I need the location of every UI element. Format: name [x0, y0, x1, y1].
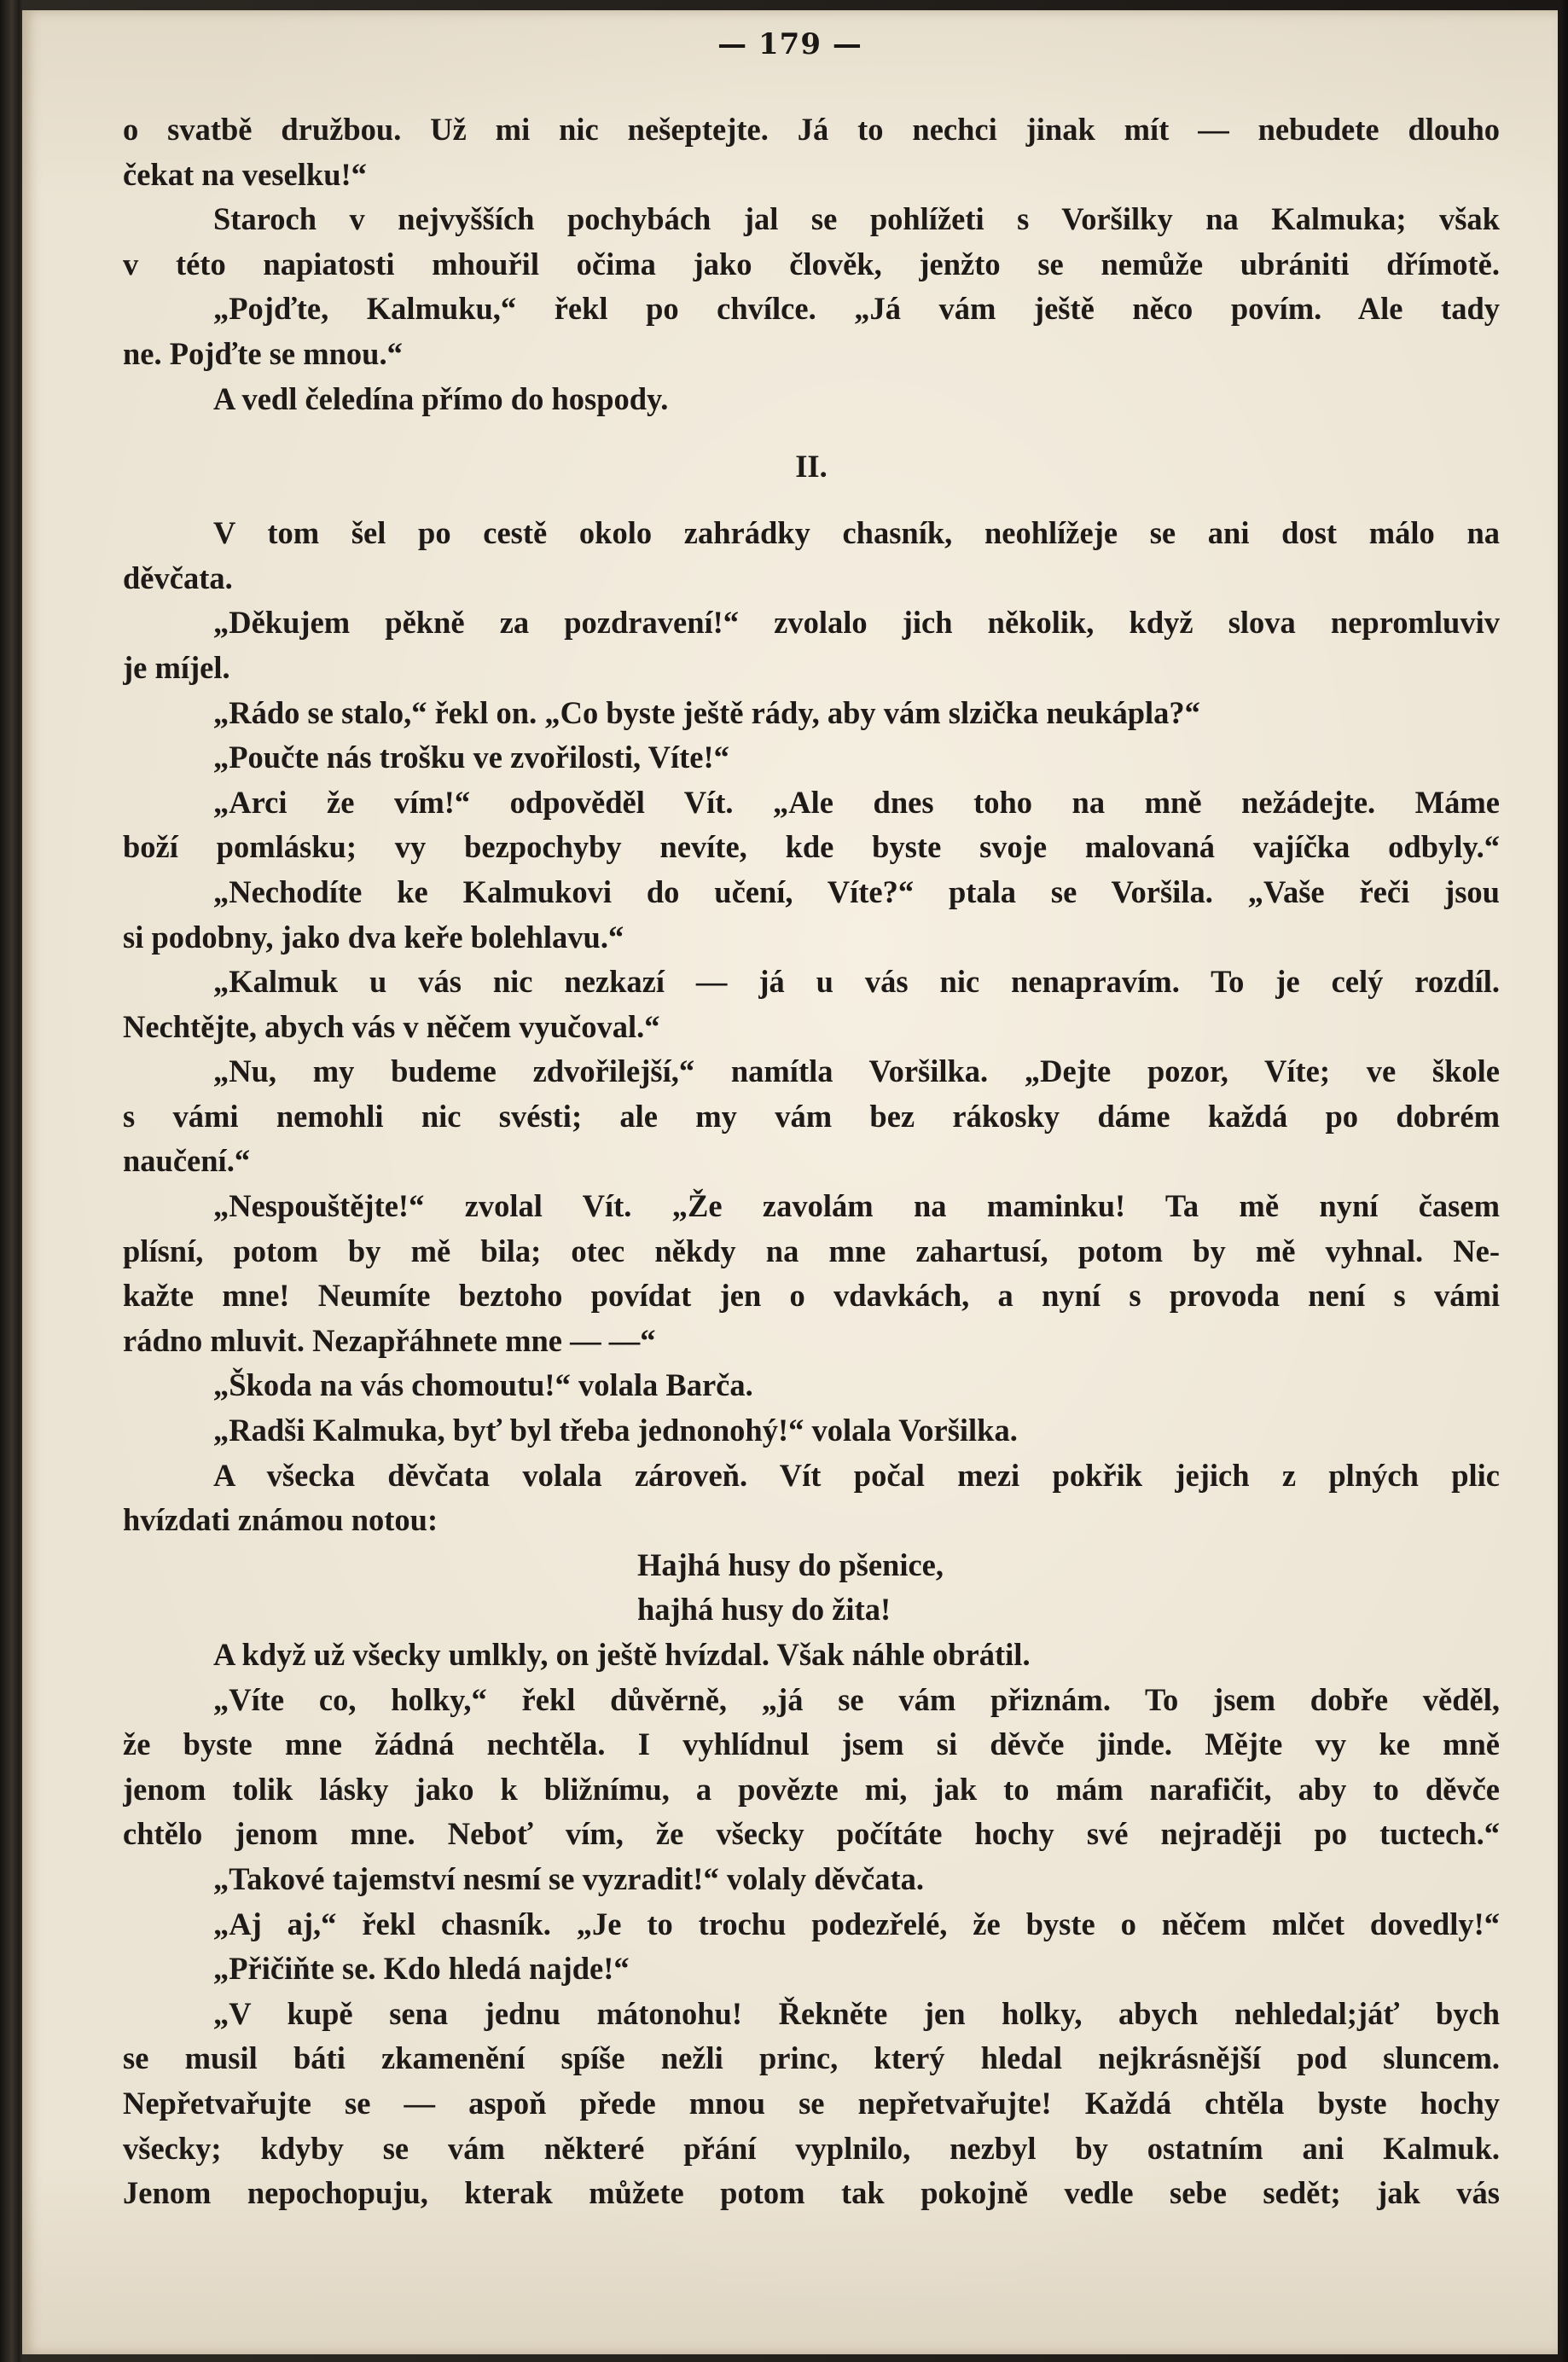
section-heading: II. — [795, 449, 828, 485]
text-line: Staroch v nejvyšších pochybách jal se pohlížeti s Voršilky na Kalmuka; však — [213, 201, 1500, 237]
text-line: V tom šel po cestě okolo zahrádky chasník, neohlížeje se ani dost málo na — [213, 515, 1500, 551]
text-line: „Škoda na vás chomoutu!“ volala Barča. — [213, 1367, 753, 1403]
text-line: „Arci že vím!“ odpověděl Vít. „Ale dnes toho na mně nežádejte. Máme — [213, 784, 1500, 820]
text-line: je míjel. — [123, 649, 230, 685]
text-line: „Aj aj,“ řekl chasník. „Je to trochu podezřelé, že byste o něčem mlčet dovedly!“ — [213, 1906, 1500, 1941]
text-line: chtělo jenom mne. Neboť vím, že všecky počítáte hochy své nejraději po tuctech.“ — [123, 1816, 1500, 1852]
text-line: „V kupě sena jednu mátonohu! Řekněte jen holky, abych nehledal;jáť bych — [213, 1995, 1500, 2031]
text-line: A všecka děvčata volala zároveň. Vít počal mezi pokřik jejich z plných plic — [213, 1457, 1500, 1493]
text-line: s vámi nemohli nic svésti; ale my vám bez rákosky dáme každá po dobrém — [123, 1098, 1500, 1134]
text-line: „Nu, my budeme zdvořilejší,“ namítla Voršilka. „Dejte pozor, Víte; ve škole — [213, 1053, 1500, 1089]
text-line: „Nespouštějte!“ zvolal Vít. „Že zavolám na maminku! Ta mě nyní časem — [213, 1188, 1500, 1224]
text-line: „Nechodíte ke Kalmukovi do učení, Víte?“ ptala se Voršila. „Vaše řeči jsou — [213, 873, 1500, 909]
text-line: naučení.“ — [123, 1143, 251, 1179]
text-line: Jenom nepochopuju, kterak můžete potom tak pokojně vedle sebe sedět; jak vás — [123, 2175, 1500, 2211]
verse-line: hajhá husy do žita! — [637, 1592, 891, 1628]
text-line: „Přičiňte se. Kdo hledá najde!“ — [213, 1951, 630, 1987]
text-line: „Kalmuk u vás nic nezkazí — já u vás nic nenapravím. To je celý rozdíl. — [213, 964, 1500, 1000]
text-line: „Víte co, holky,“ řekl důvěrně, „já se vám přiznám. To jsem dobře věděl, — [213, 1681, 1500, 1717]
verse-line: Hajhá husy do pšenice, — [637, 1547, 944, 1582]
text-line: ne. Pojďte se mnou.“ — [123, 335, 403, 371]
text-line: si podobny, jako dva keře bolehlavu.“ — [123, 919, 624, 955]
text-line: „Poučte nás trošku ve zvořilosti, Víte!“ — [213, 740, 729, 775]
text-line: všecky; kdyby se vám některé přání vyplnilo, nezbyl by ostatním ani Kalmuk. — [123, 2130, 1500, 2166]
text-line: „Takové tajemství nesmí se vyzradit!“ volaly děvčata. — [213, 1860, 924, 1896]
text-line: že byste mne žádná nechtěla. I vyhlídnul jsem si děvče jinde. Mějte vy ke mně — [123, 1727, 1500, 1762]
text-line: „Děkujem pěkně za pozdravení!“ zvolalo jich několik, když slova nepromluviv — [213, 605, 1500, 641]
text-line: v této napiatosti mhouřil očima jako člověk, jenžto se nemůže ubrániti dřímotě. — [123, 246, 1500, 281]
text-line: Nechtějte, abych vás v něčem vyučoval.“ — [123, 1008, 660, 1044]
text-line: A vedl čeledína přímo do hospody. — [213, 380, 669, 416]
text-line: čekat na veselku!“ — [123, 156, 367, 192]
text-line: boží pomlásku; vy bezpochyby nevíte, kde byste svoje malovaná vajíčka odbyly.“ — [123, 829, 1500, 865]
text-line: děvčata. — [123, 560, 233, 595]
page-text — [123, 107, 1500, 2216]
book-page — [22, 10, 1558, 2354]
text-line: se musil báti zkamenění spíše nežli princ, který hledal nejkrásnější pod sluncem. — [123, 2040, 1500, 2076]
text-line: kažte mne! Neumíte beztoho povídat jen o vdavkách, a nyní s provoda není s vámi — [123, 1278, 1500, 1314]
text-line: „Rádo se stalo,“ řekl on. „Co byste ještě rády, aby vám slzička neukápla?“ — [213, 694, 1200, 730]
text-line: Nepřetvařujte se — aspoň přede mnou se nepřetvařujte! Každá chtěla byste hochy — [123, 2085, 1500, 2121]
text-line: hvízdati známou notou: — [123, 1502, 438, 1538]
page-number: — 179 — — [717, 27, 862, 61]
text-line: „Pojďte, Kalmuku,“ řekl po chvílce. „Já vám ještě něco povím. Ale tady — [213, 291, 1500, 327]
text-line: rádno mluvit. Nezapřáhnete mne — —“ — [123, 1322, 656, 1358]
text-line: jenom tolik lásky jako k bližnímu, a povězte mi, jak to mám narafičit, aby to děvče — [123, 1771, 1500, 1807]
text-line: „Radši Kalmuka, byť byl třeba jednonohý!“ volala Voršilka. — [213, 1413, 1018, 1448]
text-line: A když už všecky umlkly, on ještě hvízdal. Však náhle obrátil. — [213, 1637, 1031, 1672]
text-line: o svatbě družbou. Už mi nic nešeptejte. Já to nechci jinak mít — nebudete dlouho — [123, 112, 1500, 147]
text-line: plísní, potom by mě bila; otec někdy na mne zahartusí, potom by mě vyhnal. Ne- — [123, 1233, 1500, 1268]
